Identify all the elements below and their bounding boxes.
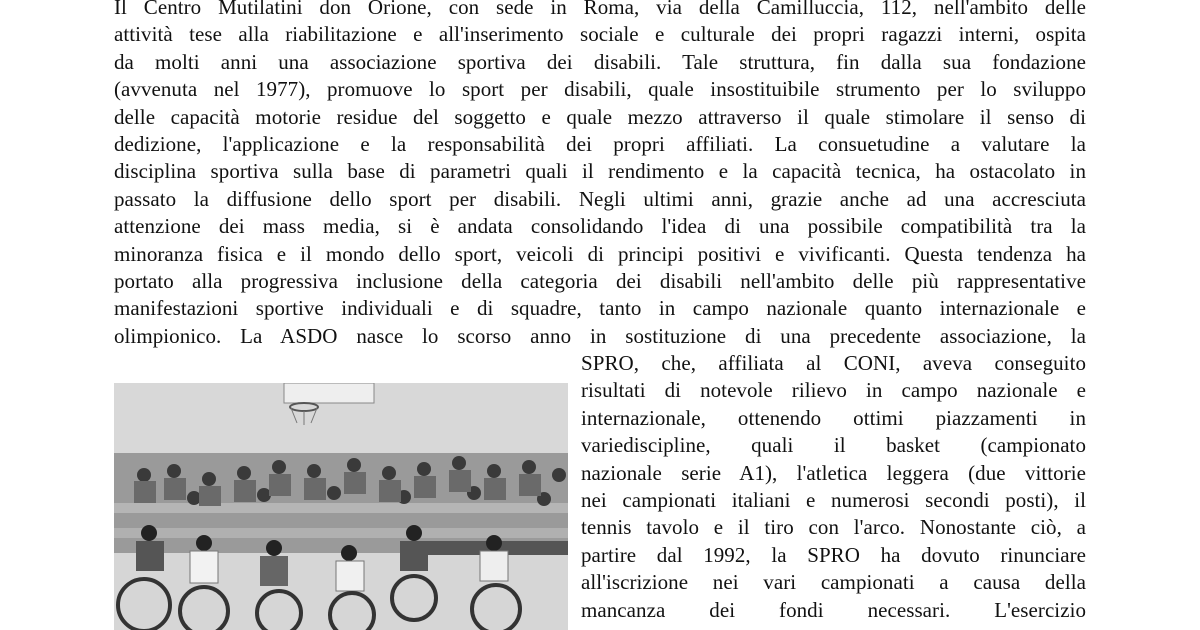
- text-line: attenzione dei mass media, si è andata consolidando l'idea di una possibile compatibilità tra la: [114, 214, 1086, 239]
- text-line: disciplina sportiva sulla base di parametri quali il rendimento e la capacità tecnica, ha ostacolato in: [114, 159, 1086, 184]
- text-line: Il Centro Mutilatini don Orione, con sede in Roma, via della Camilluccia, 112, nell'ambito delle: [114, 0, 1086, 19]
- text-line: nei campionati italiani e numerosi secondi posti), il: [581, 488, 1086, 513]
- text-line: da molti anni una associazione sportiva dei disabili. Tale struttura, fin dalla sua fondazione: [114, 49, 1086, 74]
- text-line: SPRO, che, affiliata al CONI, aveva conseguito: [581, 351, 1086, 376]
- text-line: passato la diffusione dello sport per disabili. Negli ultimi anni, grazie anche ad una accresciuta: [114, 186, 1086, 211]
- text-line: risultati di notevole rilievo in campo nazionale e: [581, 378, 1086, 403]
- text-line: dedizione, l'applicazione e la responsabilità dei propri affiliati. La consuetudine a valutare la: [114, 131, 1086, 156]
- text-line: all'iscrizione nei vari campionati a causa della: [581, 570, 1086, 595]
- text-line: portato alla progressiva inclusione della categoria dei disabili nell'ambito delle più rappresentative: [114, 268, 1086, 293]
- text-line: minoranza fisica e il mondo dello sport, veicoli di principi positivi e vivificanti. Questa tendenza ha: [114, 241, 1086, 266]
- text-line: (avvenuta nel 1977), promuove lo sport per disabili, quale insostituibile strumento per lo sviluppo: [114, 77, 1086, 102]
- text-line: variediscipline, quali il basket (campionato: [581, 433, 1086, 458]
- wheelchair-basketball-photo: [114, 383, 568, 630]
- text-line: nazionale serie A1), l'atletica leggera (due vittorie: [581, 460, 1086, 485]
- text-line: delle capacità motorie residue del soggetto e quale mezzo attraverso il quale stimolare il senso di: [114, 104, 1086, 129]
- text-line: tennis tavolo e il tiro con l'arco. Nonostante ciò, a: [581, 515, 1086, 540]
- text-line: mancanza dei fondi necessari. L'esercizio: [581, 597, 1086, 622]
- text-line: manifestazioni sportive individuali e di squadre, tanto in campo nazionale quanto internazionale e: [114, 296, 1086, 321]
- photo-illustration: [114, 383, 568, 630]
- text-line: olimpionico. La ASDO nasce lo scorso anno in sostituzione di una precedente associazione, la: [114, 323, 1086, 348]
- text-line: attività tese alla riabilitazione e all'inserimento sociale e culturale dei propri ragazzi interni, ospita: [114, 22, 1086, 47]
- text-line: internazionale, ottenendo ottimi piazzamenti in: [581, 405, 1086, 430]
- text-line: partire dal 1992, la SPRO ha dovuto rinunciare: [581, 542, 1086, 567]
